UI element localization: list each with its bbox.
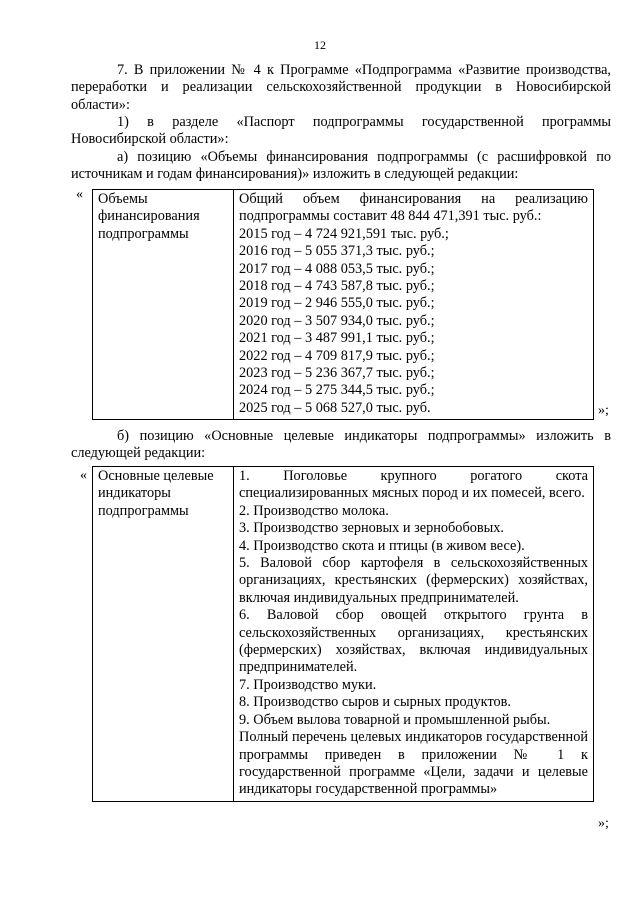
paragraph-item-7: 7. В приложении № 4 к Программе «Подпрограмма «Развитие производства, переработки и реализации сельскохозяйственной продукции в Новосибирской области»: xyxy=(71,62,611,113)
indicator-item-7: 7. Производство муки. xyxy=(239,676,377,693)
table-row xyxy=(93,467,594,802)
financing-year-2022: 2022 год – 4 709 817,9 тыс. руб.; xyxy=(239,347,435,364)
indicators-value-cell xyxy=(234,467,594,802)
financing-table xyxy=(92,189,594,420)
financing-year-2020: 2020 год – 3 507 934,0 тыс. руб.; xyxy=(239,312,435,329)
financing-year-2016: 2016 год – 5 055 371,3 тыс. руб.; xyxy=(239,243,435,260)
table-row xyxy=(93,190,594,420)
financing-year-2025: 2025 год – 5 068 527,0 тыс. руб. xyxy=(239,399,431,416)
indicator-item-6: 6. Валовой сбор овощей открытого грунта в сельскохозяйственных организациях, крестьянских (фермерских) хозяйствах, включая индивидуальных предпринимателей. xyxy=(239,607,588,676)
indicator-item-5: 5. Валовой сбор картофеля в сельскохозяйственных организациях, крестьянских (фермерских) хозяйствах, включая индивидуальных предпринимателей. xyxy=(239,555,588,606)
financing-year-2017: 2017 год – 4 088 053,5 тыс. руб.; xyxy=(239,260,435,277)
table2-close-quote: »; xyxy=(598,816,609,831)
financing-year-2018: 2018 год – 4 743 587,8 тыс. руб.; xyxy=(239,278,435,295)
table1-open-quote: « xyxy=(76,187,83,202)
paragraph-item-1: 1) в разделе «Паспорт подпрограммы государственной программы Новосибирской области»: xyxy=(71,114,611,148)
table1-close-quote: »; xyxy=(598,403,609,418)
indicator-item-4: 4. Производство скота и птицы (в живом весе). xyxy=(239,537,525,554)
financing-label-cell: Объемы финансирования подпрограммы xyxy=(93,190,234,420)
table2-open-quote: « xyxy=(80,468,87,483)
financing-value-cell xyxy=(234,190,594,420)
financing-year-2024: 2024 год – 5 275 344,5 тыс. руб.; xyxy=(239,382,435,399)
indicator-note: Полный перечень целевых индикаторов государственной программы приведен в приложении № 1 к государственной программе «Цели, задачи и целевые индикаторы государственной программы» xyxy=(239,729,588,798)
financing-total: Общий объем финансирования на реализацию подпрограммы составит 48 844 471,391 тыс. руб.: xyxy=(239,191,588,225)
indicator-item-1: 1. Поголовье крупного рогатого скота специализированных мясных пород и их помесей, всего. xyxy=(239,468,588,502)
indicator-item-2: 2. Производство молока. xyxy=(239,502,389,519)
indicators-label-cell: Основные целевые индикаторы подпрограммы xyxy=(93,467,234,802)
financing-year-2015: 2015 год – 4 724 921,591 тыс. руб.; xyxy=(239,225,449,242)
financing-year-2023: 2023 год – 5 236 367,7 тыс. руб.; xyxy=(239,365,435,382)
indicator-item-8: 8. Производство сыров и сырных продуктов. xyxy=(239,694,511,711)
paragraph-item-a: а) позицию «Объемы финансирования подпрограммы (с расшифровкой по источникам и годам финансирования)» изложить в следующей редакции: xyxy=(71,149,611,183)
page-number: 12 xyxy=(314,38,326,52)
financing-year-2019: 2019 год – 2 946 555,0 тыс. руб.; xyxy=(239,295,435,312)
indicator-item-3: 3. Производство зерновых и зернобобовых. xyxy=(239,520,504,537)
financing-year-2021: 2021 год – 3 487 991,1 тыс. руб.; xyxy=(239,330,435,347)
indicator-item-9: 9. Объем вылова товарной и промышленной рыбы. xyxy=(239,711,551,728)
indicators-table xyxy=(92,466,594,802)
paragraph-item-b: б) позицию «Основные целевые индикаторы подпрограммы» изложить в следующей редакции: xyxy=(71,428,611,462)
